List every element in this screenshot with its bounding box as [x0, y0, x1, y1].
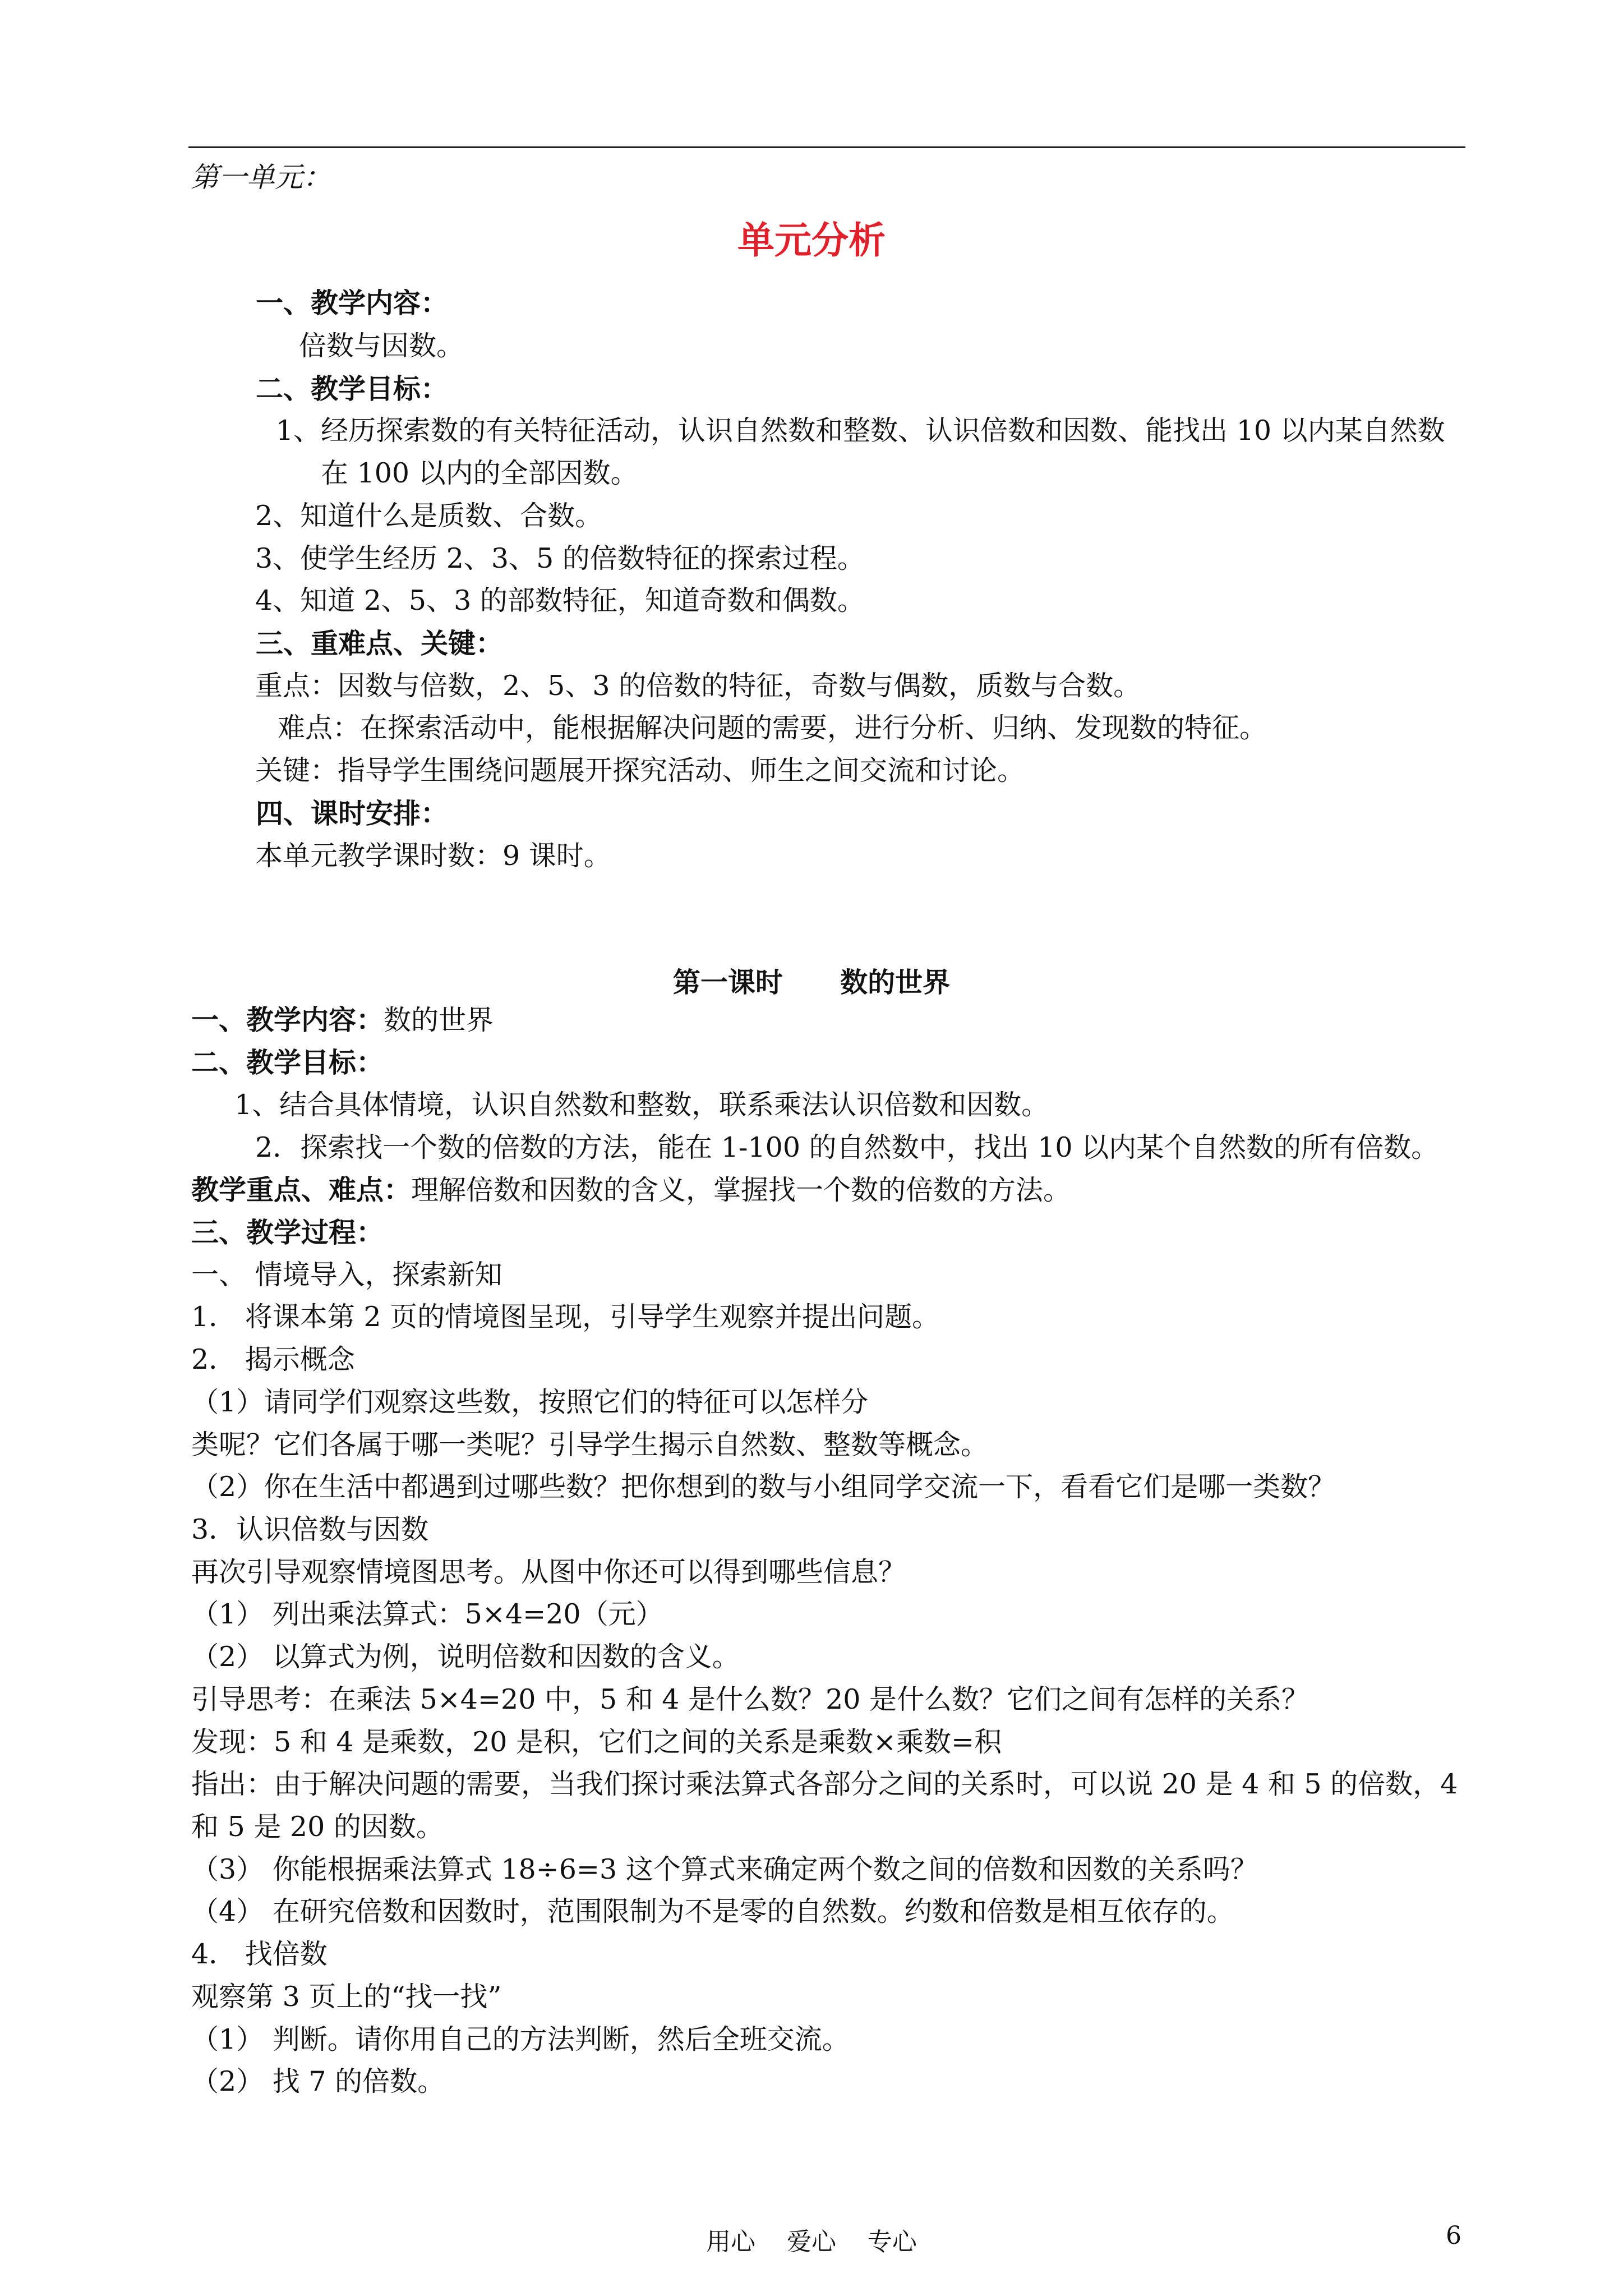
- process-step-4-2: （2） 找 7 的倍数。: [191, 2065, 445, 2097]
- section-body-content: 倍数与因数。: [299, 330, 464, 362]
- process-step-3-point-line2: 和 5 是 20 的因数。: [191, 1811, 444, 1843]
- process-step-4-observe: 观察第 3 页上的“找一找”: [191, 1981, 502, 2013]
- goal-item-1-line2: 在 100 以内的全部因数。: [321, 457, 638, 489]
- goal-item-4: 4、知道 2、5、3 的部数特征，知道奇数和偶数。: [255, 585, 865, 616]
- lesson-goals-label: 二、教学目标：: [191, 1046, 384, 1079]
- process-step-1: 1． 将课本第 2 页的情境图呈现，引导学生观察并提出问题。: [191, 1301, 940, 1333]
- lesson-title: 第一课时 数的世界: [672, 966, 951, 999]
- difficult-point-text: 难点：在探索活动中，能根据解决问题的需要，进行分析、归纳、发现数的特征。: [278, 712, 1267, 744]
- process-step-3: 3．认识倍数与因数: [191, 1513, 429, 1545]
- unit-label: 第一单元：: [191, 161, 331, 194]
- key-text: 关键：指导学生围绕问题展开探究活动、师生之间交流和讨论。: [255, 754, 1025, 786]
- schedule-text: 本单元教学课时数：9 课时。: [255, 840, 611, 872]
- lesson-focus-value: 理解倍数和因数的含义，掌握找一个数的倍数的方法。: [411, 1174, 1071, 1206]
- process-step-3-1: （1） 列出乘法算式：5×4=20（元）: [191, 1598, 663, 1630]
- header-rule: [188, 146, 1465, 148]
- process-step-2-1b: 类呢？它们各属于哪一类呢？引导学生揭示自然数、整数等概念。: [191, 1429, 989, 1461]
- process-step-3-4: （4） 在研究倍数和因数时，范围限制为不是零的自然数。约数和倍数是相互依存的。: [191, 1895, 1234, 1927]
- process-step-2-1: （1）请同学们观察这些数，按照它们的特征可以怎样分: [191, 1386, 869, 1418]
- lesson-content-value: 数的世界: [384, 1004, 494, 1036]
- lesson-content-line: [191, 1003, 494, 1037]
- lesson-goal-2: 2．探索找一个数的倍数的方法，能在 1-100 的自然数中，找出 10 以内某个自然数的所有倍数。: [255, 1131, 1439, 1163]
- page-title: 单元分析: [737, 218, 886, 262]
- process-step-2-2: （2）你在生活中都遇到过哪些数？把你想到的数与小组同学交流一下，看看它们是哪一类数？: [191, 1471, 1336, 1503]
- goal-item-1-line1: 1、经历探索数的有关特征活动，认识自然数和整数、认识倍数和因数、能找出 10 以内某自然数: [276, 415, 1445, 447]
- key-point-text: 重点：因数与倍数，2、5、3 的倍数的特征，奇数与偶数，质数与合数。: [255, 670, 1141, 702]
- page-number: 6: [1446, 2221, 1461, 2250]
- section-heading-goals: 二、教学目标：: [256, 372, 449, 405]
- section-heading-keypoints: 三、重难点、关键：: [256, 627, 504, 660]
- lesson-focus-label: 教学重点、难点：: [191, 1174, 412, 1206]
- process-step-3-find: 发现：5 和 4 是乘数，20 是积，它们之间的关系是乘数×乘数=积: [191, 1726, 1002, 1758]
- process-step-4: 4． 找倍数: [191, 1938, 328, 1970]
- process-step-3-think: 引导思考：在乘法 5×4=20 中，5 和 4 是什么数？20 是什么数？它们之间有怎样的关系？: [191, 1683, 1309, 1715]
- process-step-2: 2． 揭示概念: [191, 1343, 355, 1375]
- lesson-focus-line: [191, 1173, 1071, 1207]
- process-step-4-1: （1） 判断。请你用自己的方法判断，然后全班交流。: [191, 2023, 850, 2055]
- process-step-3-2: （2） 以算式为例，说明倍数和因数的含义。: [191, 1641, 740, 1673]
- process-intro: 一、 情境导入，探索新知: [191, 1259, 502, 1291]
- lesson-process-label: 三、教学过程：: [191, 1216, 384, 1249]
- process-step-3-point-line1: 指出：由于解决问题的需要，当我们探讨乘法算式各部分之间的关系时，可以说 20 是 4 和 5 的倍数，4: [191, 1768, 1458, 1800]
- lesson-content-label: 一、教学内容：: [191, 1004, 384, 1036]
- process-step-3-3: （3） 你能根据乘法算式 18÷6=3 这个算式来确定两个数之间的倍数和因数的关系吗？: [191, 1853, 1258, 1885]
- footer-motto: 用心 爱心 专心: [706, 2228, 917, 2256]
- lesson-goal-1: 1、结合具体情境，认识自然数和整数，联系乘法认识倍数和因数。: [234, 1089, 1049, 1121]
- process-step-3-question: 再次引导观察情境图思考。从图中你还可以得到哪些信息？: [191, 1556, 906, 1588]
- section-heading-content: 一、教学内容：: [256, 287, 449, 319]
- goal-item-3: 3、使学生经历 2、3、5 的倍数特征的探索过程。: [255, 542, 865, 574]
- goal-item-2: 2、知道什么是质数、合数。: [255, 500, 603, 532]
- section-heading-schedule: 四、课时安排：: [256, 797, 449, 830]
